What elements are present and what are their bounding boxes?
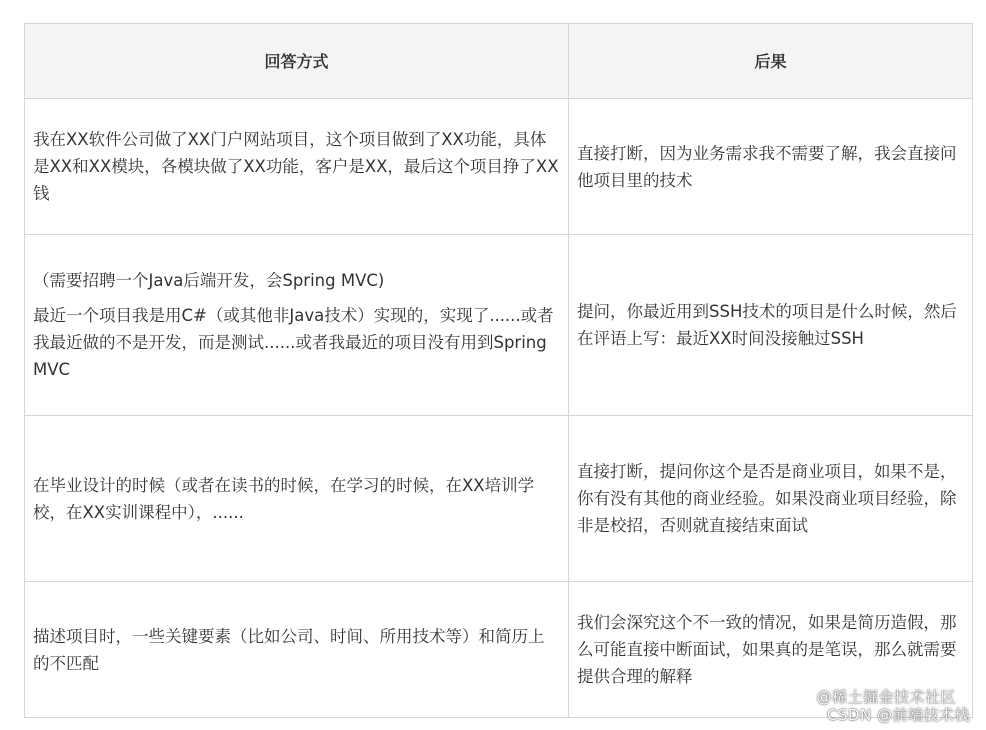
answer-text: 在毕业设计的时候（或者在读书的时候，在学习的时候，在XX培训学校，在XX实训课程中），...... [33,475,535,522]
answer-cell [25,99,569,235]
header-answer-method: 回答方式 [25,24,569,99]
answer-cell [25,582,569,718]
consequence-cell [569,235,973,416]
answer-text: 描述项目时，一些关键要素（比如公司、时间、所用技术等）和简历上的不匹配 [33,626,545,673]
watermark-csdn: CSDN @前端技术栈 [826,706,970,724]
header-consequence: 后果 [569,24,973,99]
table-header-row [25,24,973,99]
answer-text: 最近一个项目我是用C#（或其他非Java技术）实现的，实现了......或者我最近做的不是开发，而是测试......或者我最近的项目没有用到Spring MVC [33,306,554,379]
consequence-cell [569,416,973,582]
consequence-text: 我们会深究这个不一致的情况，如果是简历造假，那么可能直接中断面试，如果真的是笔误，那么就需要提供合理的解释 [577,613,957,686]
consequence-text: 提问，你最近用到SSH技术的项目是什么时候，然后在评语上写：最近XX时间没接触过SSH [577,302,957,348]
table-row [25,416,973,582]
qa-table [24,23,973,718]
answer-cell [25,416,569,582]
table-row [25,235,973,416]
qa-table-container [24,23,972,718]
consequence-text: 直接打断，提问你这个是否是商业项目，如果不是，你有没有其他的商业经验。如果没商业项目经验，除非是校招，否则就直接结束面试 [577,462,957,535]
watermark-juejin: @稀土掘金技术社区 [816,688,956,706]
table-row [25,99,973,235]
answer-text: （需要招聘一个Java后端开发，会Spring MVC) [33,271,385,290]
consequence-text: 直接打断，因为业务需求我不需要了解，我会直接问他项目里的技术 [577,143,957,190]
answer-text: 我在XX软件公司做了XX门户网站项目，这个项目做到了XX功能，具体是XX和XX模块，各模块做了XX功能，客户是XX，最后这个项目挣了XX钱 [33,130,559,203]
consequence-cell [569,99,973,235]
answer-cell [25,235,569,416]
